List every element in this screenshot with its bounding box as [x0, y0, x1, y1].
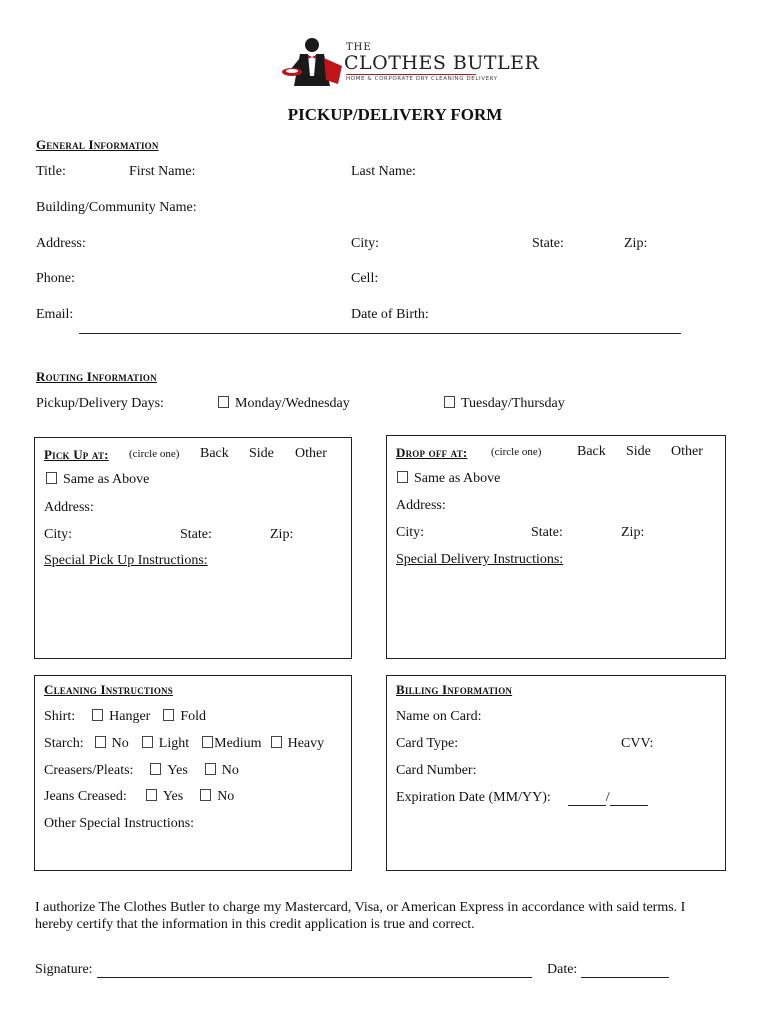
checkbox-icon[interactable] — [163, 709, 174, 721]
checkbox-icon[interactable] — [95, 736, 106, 748]
jeans-label: Jeans Creased: — [44, 789, 127, 804]
dropoff-state-label: State: — [531, 525, 563, 540]
pickup-instructions-label: Special Pick Up Instructions: — [44, 553, 208, 568]
dropoff-zip-label: Zip: — [621, 525, 645, 540]
checkbox-icon[interactable] — [205, 763, 216, 775]
dropoff-same-as-above[interactable] — [397, 471, 500, 487]
logo-line1: THE — [346, 42, 372, 53]
dropoff-same-as-above-label: Same as Above — [414, 471, 501, 486]
checkbox-icon[interactable] — [202, 736, 213, 748]
state-label: State: — [532, 236, 564, 251]
logo-line2: CLOTHES BUTLER — [344, 52, 540, 74]
dropoff-address-label: Address: — [396, 498, 446, 513]
expiration-row — [396, 790, 648, 806]
monday-wednesday-label: Monday/Wednesday — [235, 396, 350, 411]
creasers-no-label: No — [221, 763, 239, 778]
general-info-heading: General Information — [36, 137, 159, 152]
checkbox-icon[interactable] — [150, 763, 161, 775]
creasers-yes-label: Yes — [167, 763, 188, 778]
butler-logo-icon — [282, 36, 348, 88]
pickup-city-label: City: — [44, 527, 73, 542]
pickup-zip-label: Zip: — [270, 527, 294, 542]
monday-wednesday-option[interactable] — [218, 396, 350, 412]
checkbox-icon[interactable] — [397, 471, 408, 483]
signature-label: Signature: — [35, 962, 93, 977]
checkbox-icon[interactable] — [444, 396, 455, 408]
authorization-line1: I authorize The Clothes Butler to charge my Mastercard, Visa, or American Express in accordance with said terms. I — [35, 900, 686, 915]
date-label: Date: — [547, 962, 578, 977]
dropoff-side-option[interactable]: Side — [626, 444, 651, 459]
pickup-back-option[interactable]: Back — [200, 446, 229, 461]
card-number-label: Card Number: — [396, 763, 477, 778]
cvv-label: CVV: — [621, 736, 654, 751]
signature-field[interactable] — [97, 977, 532, 978]
shirt-label: Shirt: — [44, 709, 76, 724]
checkbox-icon[interactable] — [218, 396, 229, 408]
cell-label: Cell: — [351, 271, 379, 286]
jeans-yes-label: Yes — [162, 789, 184, 804]
dropoff-circle-note: (circle one) — [491, 446, 542, 458]
pickup-other-option[interactable]: Other — [295, 446, 327, 461]
checkbox-icon[interactable] — [271, 736, 282, 748]
dropoff-other-option[interactable]: Other — [671, 444, 703, 459]
starch-light-label: Light — [158, 736, 190, 751]
dropoff-instructions-label: Special Delivery Instructions: — [396, 552, 564, 567]
address-label: Address: — [36, 236, 86, 251]
billing-heading: Billing Information — [396, 682, 513, 697]
dropoff-back-option[interactable]: Back — [577, 444, 606, 459]
exp-slash: / — [605, 790, 610, 805]
creasers-row — [44, 763, 239, 779]
logo-tagline: HOME & CORPORATE DRY CLEANING DELIVERY — [346, 76, 498, 82]
starch-label: Starch: — [44, 736, 84, 751]
creasers-label: Creasers/Pleats: — [44, 763, 134, 778]
dropoff-box — [386, 435, 726, 659]
shirt-fold-label: Fold — [180, 709, 207, 724]
phone-label: Phone: — [36, 271, 75, 286]
exp-month-field[interactable] — [568, 805, 606, 806]
pickup-state-label: State: — [180, 527, 212, 542]
form-title: PICKUP/DELIVERY FORM — [287, 105, 503, 124]
starch-no-label: No — [111, 736, 129, 751]
date-field[interactable] — [581, 977, 669, 978]
cleaning-heading: Cleaning Instructions — [44, 682, 173, 697]
dropoff-city-label: City: — [396, 525, 425, 540]
pickup-side-option[interactable]: Side — [249, 446, 274, 461]
pickup-heading: Pick Up at: — [44, 447, 109, 462]
name-on-card-label: Name on Card: — [396, 709, 482, 724]
checkbox-icon[interactable] — [92, 709, 103, 721]
starch-row — [44, 736, 324, 752]
tuesday-thursday-label: Tuesday/Thursday — [461, 396, 565, 411]
checkbox-icon[interactable] — [142, 736, 153, 748]
pickup-address-label: Address: — [44, 500, 94, 515]
expiration-label: Expiration Date (MM/YY): — [396, 790, 551, 805]
last-name-label: Last Name: — [351, 164, 416, 179]
zip-label: Zip: — [624, 236, 648, 251]
title-label: Title: — [36, 164, 66, 179]
city-label: City: — [351, 236, 380, 251]
shirt-row — [44, 709, 206, 725]
authorization-line2: hereby certify that the information in this credit application is true and correct. — [35, 917, 475, 932]
dropoff-heading: Drop off at: — [396, 445, 468, 460]
logo — [282, 36, 540, 86]
checkbox-icon[interactable] — [200, 789, 211, 801]
building-label: Building/Community Name: — [36, 200, 197, 215]
checkbox-icon[interactable] — [146, 789, 157, 801]
jeans-no-label: No — [217, 789, 235, 804]
email-label: Email: — [36, 307, 74, 322]
first-name-label: First Name: — [129, 164, 196, 179]
days-label: Pickup/Delivery Days: — [36, 396, 164, 411]
dob-label: Date of Birth: — [351, 307, 429, 322]
section-divider — [79, 333, 681, 334]
checkbox-icon[interactable] — [46, 472, 57, 484]
other-instructions-label: Other Special Instructions: — [44, 816, 195, 831]
pickup-same-as-above-label: Same as Above — [63, 472, 150, 487]
logo-rule — [346, 74, 476, 75]
shirt-hanger-label: Hanger — [109, 709, 151, 724]
pickup-circle-note: (circle one) — [129, 448, 180, 460]
exp-year-field[interactable] — [610, 805, 648, 806]
pickup-box — [34, 437, 352, 659]
pickup-same-as-above[interactable] — [46, 472, 149, 488]
starch-medium-label: Medium — [214, 736, 262, 751]
starch-heavy-label: Heavy — [287, 736, 325, 751]
card-type-label: Card Type: — [396, 736, 459, 751]
routing-info-heading: Routing Information — [36, 369, 157, 384]
jeans-row — [44, 789, 234, 805]
tuesday-thursday-option[interactable] — [444, 396, 565, 412]
